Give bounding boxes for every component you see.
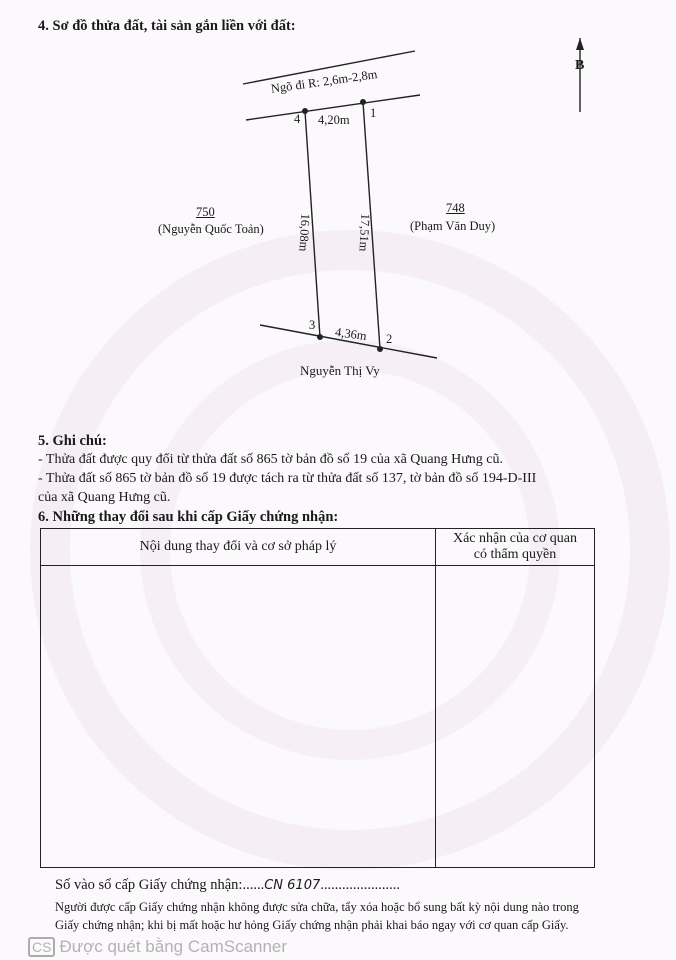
registry-label: Số vào sổ cấp Giấy chứng nhận:...... — [55, 877, 265, 893]
changes-table — [40, 528, 595, 868]
footer-line-2: Giấy chứng nhận; khi bị mất hoặc hư hỏng Giấy chứng nhận phải khai báo ngay với cơ quan cấp Giấy. — [55, 918, 569, 932]
watermark-text: Được quét bằng CamScanner — [59, 937, 288, 956]
note-line-3: của xã Quang Hưng cũ. — [38, 490, 171, 505]
edge-left-length: 16,08m — [296, 213, 313, 252]
west-parcel-owner: (Nguyễn Quốc Toản) — [158, 222, 264, 236]
north-label: B — [575, 58, 585, 73]
point-2: 2 — [386, 332, 393, 346]
corner-marker-2 — [377, 346, 383, 352]
south-neighbor: Nguyễn Thị Vy — [300, 363, 380, 378]
col-header-confirmation — [436, 529, 595, 566]
note-line-1: - Thửa đất được quy đổi từ thửa đất số 865 tờ bản đồ số 19 của xã Quang Hưng cũ. — [38, 452, 504, 467]
edge-bottom-length: 4,36m — [334, 324, 368, 344]
col-header-changes: Nội dung thay đổi và cơ sở pháp lý — [41, 529, 436, 566]
point-4: 4 — [294, 112, 301, 126]
point-1: 1 — [370, 106, 377, 120]
footer-line-1: Người được cấp Giấy chứng nhận không được sửa chữa, tẩy xóa hoặc bổ sung bất kỳ nội dung nào trong — [55, 900, 579, 914]
road-label: Ngõ đi R: 2,6m-2,8m — [270, 67, 379, 96]
east-parcel-number: 748 — [446, 201, 465, 215]
col-header-confirmation-line2: có thẩm quyền — [473, 547, 557, 562]
registry-number-line — [55, 876, 400, 895]
camscanner-logo-icon: CS — [28, 937, 55, 957]
changes-cell — [41, 566, 436, 868]
section6-title: 6. Những thay đổi sau khi cấp Giấy chứng nhận: — [38, 509, 339, 525]
section5-title: 5. Ghi chú: — [38, 433, 107, 449]
registry-dots: ...................... — [320, 877, 400, 893]
col-header-confirmation-line1: Xác nhận của cơ quan — [452, 531, 577, 546]
north-arrow-icon — [576, 38, 584, 50]
section4-title: 4. Sơ đồ thửa đất, tài sản gắn liền với đất: — [38, 18, 296, 34]
registry-value: CN 6107 — [264, 878, 321, 893]
corner-marker-3 — [317, 334, 323, 340]
east-parcel-owner: (Phạm Văn Duy) — [410, 219, 496, 233]
point-3: 3 — [309, 318, 316, 332]
camscanner-watermark — [28, 937, 287, 957]
corner-marker-4 — [302, 108, 308, 114]
note-line-2: - Thửa đất số 865 tờ bản đồ số 19 được tách ra từ thửa đất số 137, tờ bản đồ số 194-D-III — [38, 471, 537, 486]
west-parcel-number: 750 — [196, 205, 215, 219]
edge-right-length: 17,51m — [356, 213, 373, 252]
edge-top-length: 4,20m — [318, 113, 350, 127]
corner-marker-1 — [360, 99, 366, 105]
confirmation-cell — [436, 566, 595, 868]
